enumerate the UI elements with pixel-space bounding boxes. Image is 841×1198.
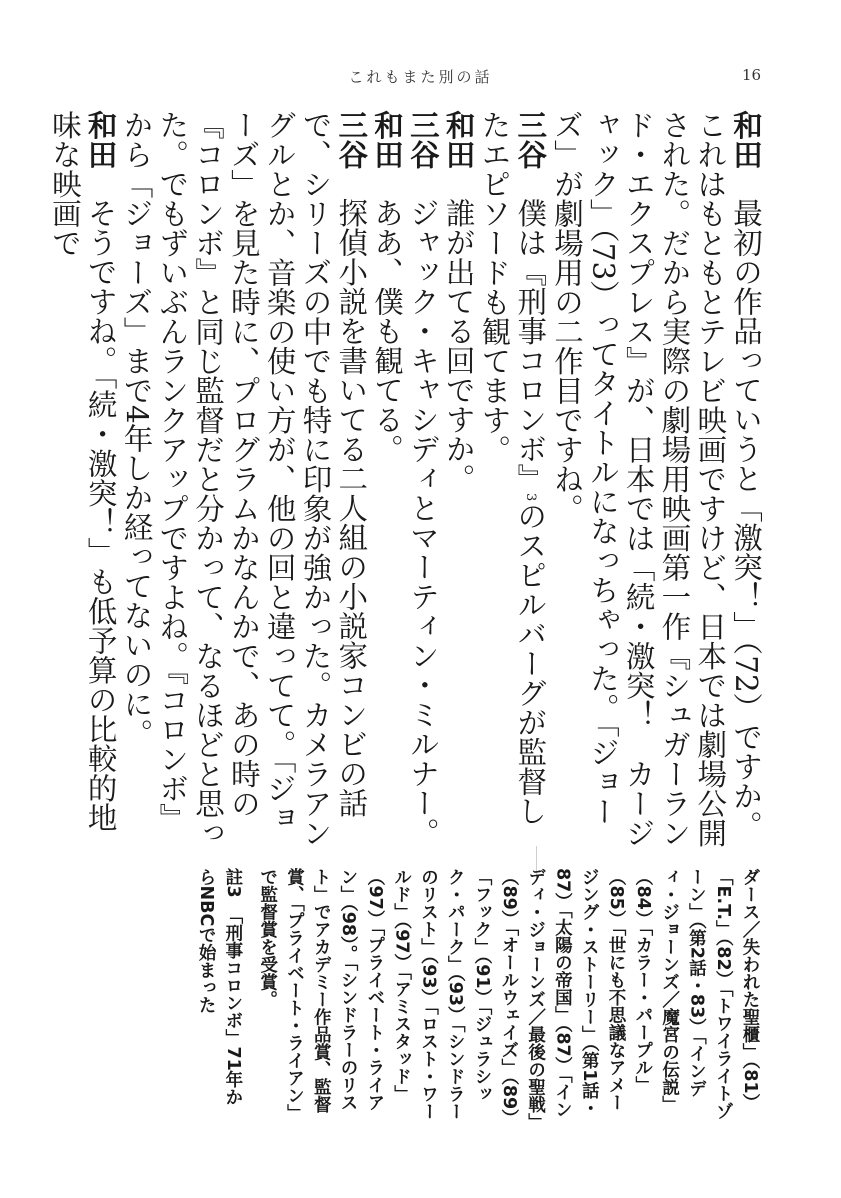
dialogue-turn	[548, 110, 763, 855]
dialogue-text: そうですね。「続・激突！」も低予算の比較的地味な映画で	[47, 110, 118, 833]
speaker-label: 和田	[729, 110, 763, 169]
page-number: 16	[742, 66, 762, 84]
dialogue-text: ああ、僕も観てる。	[370, 198, 405, 464]
dialogue-text: 誰が出てる回ですか。	[441, 198, 476, 493]
dialogue-turn	[404, 110, 440, 855]
speaker-label: 和田	[370, 110, 405, 169]
dialogue-turn	[46, 110, 118, 855]
dialogue-text: 探偵小説を書いてる二人組の小説家コンビの話で、シリーズの中でも特に印象が強かった。カメラアングルとか、音楽の使い方が、他の回と違ってて。「ジョーズ」を見た時に、プログラムかなんかで、あの時の『コロンボ』と同じ監督だと分かって、なるほどと思った。でもずいぶんランクアップですよね。『コロンボ』から「ジョーズ」まで4年しか経ってないのに。	[119, 110, 369, 848]
dialogue-turn	[118, 110, 369, 855]
dialogue-text: 僕は『刑事コロンボ』	[513, 198, 548, 493]
dialogue-body	[47, 110, 763, 855]
footnote-text: 「刑事コロンボ」71年からNBCで始まった	[196, 868, 243, 1106]
dialogue-text: 最初の作品っていうと「激突！」（72）ですか。これはもともとテレビ映画ですけど、日本では劇場公開された。だから実際の劇場用映画第一作『シュガーランド・エクスプレス』が、日本では「続・激突！ カージャック」（73）ってタイトルになっちゃった。「ジョーズ」が劇場用の二作目ですね。	[550, 110, 763, 848]
page-header-title: これもまた別の話	[348, 68, 493, 86]
footnote-3	[192, 868, 246, 1123]
footnote-label: 註3	[222, 868, 243, 898]
footnote-mark: 3	[523, 493, 539, 502]
speaker-label: 三谷	[513, 110, 548, 169]
dialogue-text: のスピルバーグが監督したエピソードも観てます。	[477, 110, 548, 826]
speaker-label: 和田	[83, 110, 118, 169]
footnotes	[113, 868, 763, 1123]
footnote-continuation: ダース／失われた聖櫃」（81）「E.T.」（82）「トワイライトゾーン」（第2話・83）「インディ・ジョーンズ／魔宮の伝説」（84）「カラー・パープル」（85）「世にも不思議なアメージング・ストーリー」（第1話・87）「太陽の帝国」（87）「インディ・ジョーンズ／最後の聖戦」（89）「オールウェイズ」（89）「フック」（91）「ジュラシック・パーク」（93）「シンドラーのリスト」（93）「ロスト・ワールド」（97）「アミスタッド」（97）「プライベート・ライアン」（98）。「シンドラーのリスト」でアカデミー作品賞、監督賞、「プライベート・ライアン」で監督賞を受賞。	[257, 868, 760, 1122]
speaker-label: 和田	[441, 110, 476, 169]
speaker-label: 三谷	[334, 110, 369, 169]
dialogue-turn	[368, 110, 404, 855]
speaker-label: 三谷	[405, 110, 440, 169]
dialogue-turn	[476, 110, 549, 855]
dialogue-text: ジャック・キャシディとマーティン・ミルナー。	[405, 198, 440, 847]
dialogue-turn	[440, 110, 476, 855]
